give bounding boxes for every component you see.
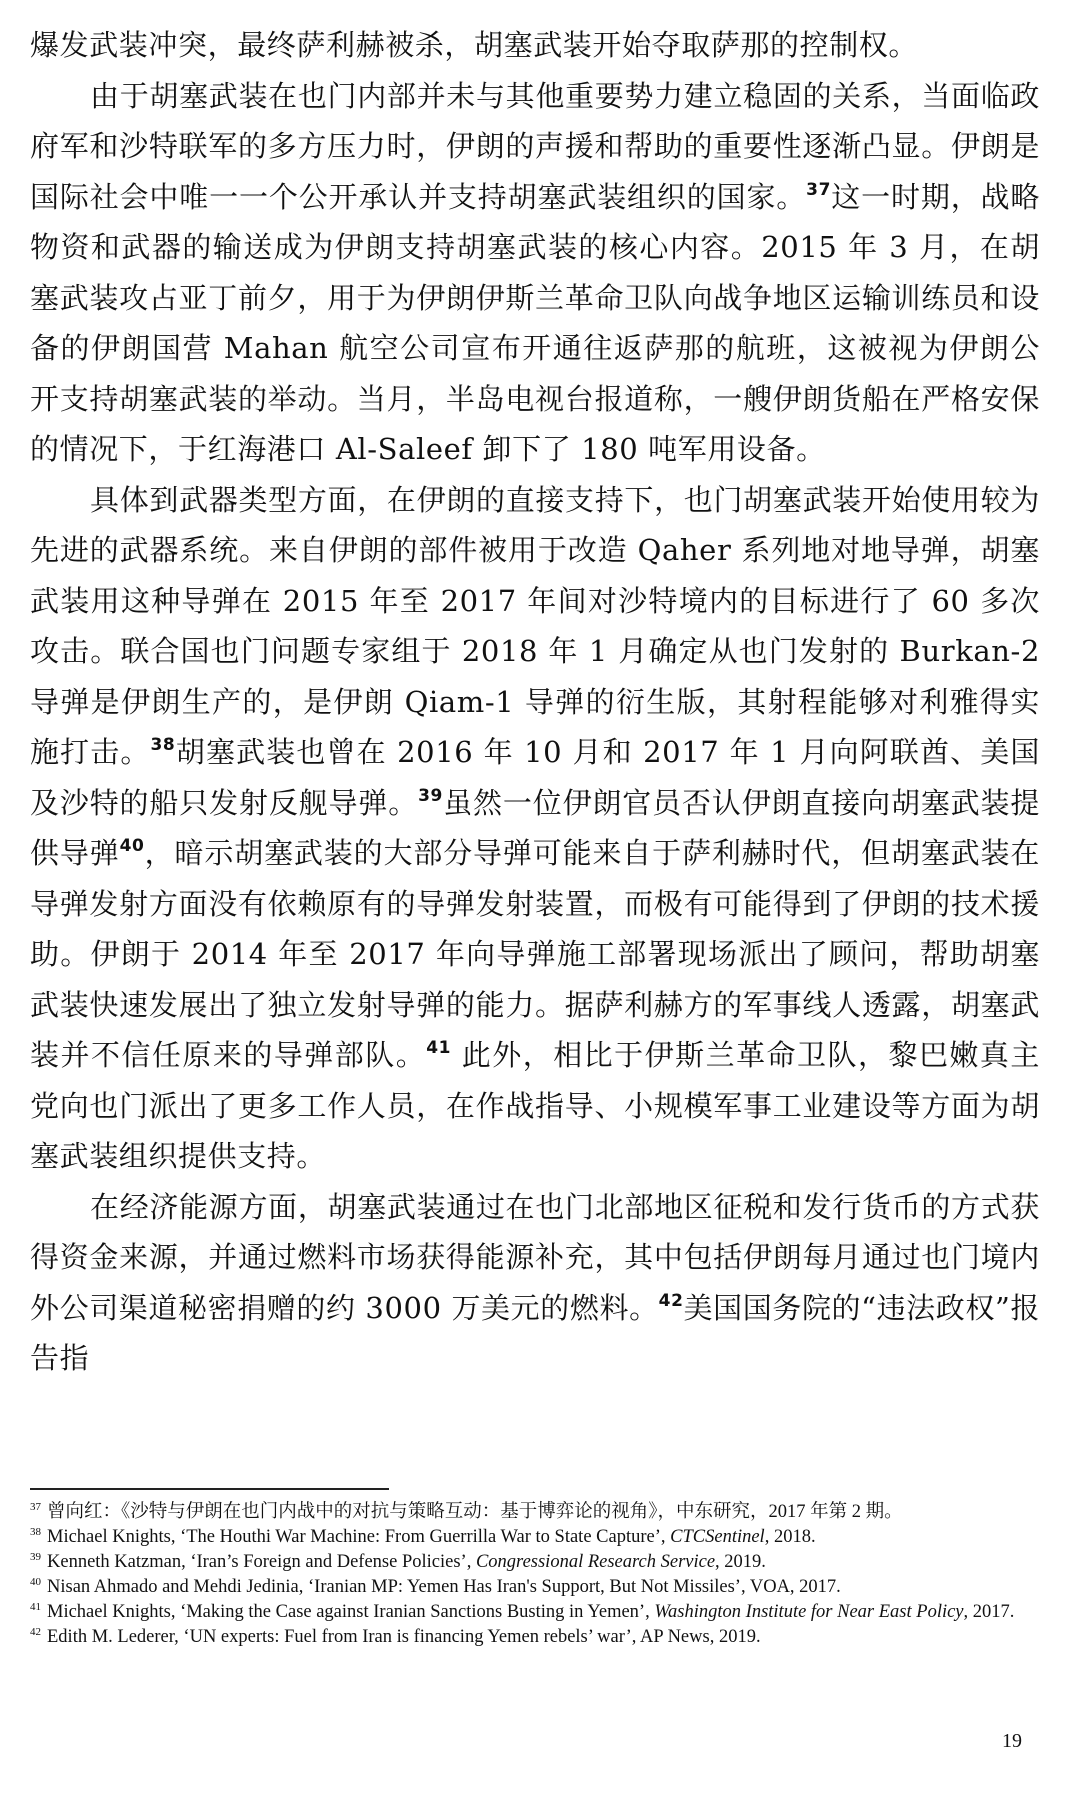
body-paragraph <box>30 1182 1040 1384</box>
text-run: Michael Knights, ‘Making the Case against Iranian Sanctions Busting in Yemen’, <box>47 1602 655 1622</box>
footnote-number: 37 <box>30 1501 41 1513</box>
body-text <box>30 20 1040 1384</box>
text-run: Michael Knights, ‘The Houthi War Machine: From Guerrilla War to State Capture’, <box>47 1527 671 1547</box>
text-run: , 2018. <box>764 1527 816 1547</box>
text-run: ，暗示胡塞武装的大部分导弹可能来自于萨利赫时代，但胡塞武装在导弹发射方面没有依赖原有的导弹发射装置，而极有可能得到了伊朗的技术援助。伊朗于 2014 年至 2017 年向导弹施工部署现场派出了顾问，帮助胡塞武装快速发展出了独立发射导弹的能力。据萨利赫方的军事线人透露，胡塞武装并不信任原来的导弹部队。 <box>30 836 1040 1072</box>
footnote <box>30 1525 1040 1550</box>
text-run: 胡塞武装也曾在 2016 年 10 月和 2017 年 1 月向阿联酋、美国及沙特的船只发射反舰导弹。 <box>30 735 1040 820</box>
footnotes <box>30 1500 1040 1650</box>
footnote-ref: 40 <box>119 836 145 856</box>
footnote-ref: 41 <box>426 1038 452 1058</box>
text-run: Edith M. Lederer, ‘UN experts: Fuel from Iran is financing Yemen rebels’ war’, AP News, 2019. <box>47 1627 761 1647</box>
text-run: 美国国务院的“违法政权”报告指 <box>30 1290 1041 1375</box>
footnote <box>30 1600 1040 1625</box>
page-number: 19 <box>1002 1730 1022 1752</box>
text-run: 此外，相比于伊斯兰革命卫队，黎巴嫩真主党向也门派出了更多工作人员，在作战指导、小规模军事工业建设等方面为胡塞武装组织提供支持。 <box>30 1038 1040 1173</box>
text-run: 虽然一位伊朗官员否认伊朗直接向胡塞武装提供导弹 <box>30 785 1040 870</box>
text-run: , 2019. <box>715 1552 766 1572</box>
citation-source: CTCSentinel <box>670 1527 765 1547</box>
text-run: , 2017. <box>963 1602 1015 1622</box>
footnote <box>30 1575 1040 1600</box>
citation-source: Washington Institute for Near East Policy <box>654 1602 964 1622</box>
text-run: 具体到武器类型方面，在伊朗的直接支持下，也门胡塞武装开始使用较为先进的武器系统。来自伊朗的部件被用于改造 Qaher 系列地对地导弹，胡塞武装用这种导弹在 2015 年至 2017 年间对沙特境内的目标进行了 60 多次攻击。联合国也门问题专家组于 2018 年 1 月确定从也门发射的 Burkan-2 导弹是伊朗生产的，是伊朗 Qiam-1 导弹的衍生版，其射程能够对利雅得实施打击。 <box>30 482 1040 769</box>
footnote <box>30 1500 1040 1525</box>
text-run: 这一时期，战略物资和武器的输送成为伊朗支持胡塞武装的核心内容。2015 年 3 月，在胡塞武装攻占亚丁前夕，用于为伊朗伊斯兰革命卫队向战争地区运输训练员和设备的伊朗国营 Mahan 航空公司宣布开通往返萨那的航班，这被视为伊朗公开支持胡塞武装的举动。当月，半岛电视台报道称，一艘伊朗货船在严格安保的情况下，于红海港口 Al-Saleef 卸下了 180 吨军用设备。 <box>30 179 1040 466</box>
footnote <box>30 1625 1040 1650</box>
footnote-ref: 37 <box>806 179 832 200</box>
footnote-number: 42 <box>30 1626 41 1638</box>
text-run: Nisan Ahmado and Mehdi Jedinia, ‘Iranian MP: Yemen Has Iran's Support, But Not Missiles’, VOA, 2017. <box>47 1577 841 1597</box>
footnote-ref: 38 <box>150 735 176 755</box>
body-paragraph <box>30 20 1040 71</box>
citation-source: Congressional Research Service <box>475 1552 716 1572</box>
body-paragraph <box>30 71 1040 475</box>
text-run: 曾向红：《沙特与伊朗在也门内战中的对抗与策略互动：基于博弈论的视角》，中东研究，2017 年第 2 期。 <box>47 1502 903 1522</box>
footnote-ref: 42 <box>658 1290 684 1311</box>
footnote-divider <box>30 1488 389 1490</box>
body-paragraph <box>30 475 1040 1182</box>
text-run: Kenneth Katzman, ‘Iran’s Foreign and Defense Policies’, <box>47 1552 476 1572</box>
text-run: 在经济能源方面，胡塞武装通过在也门北部地区征税和发行货币的方式获得资金来源，并通过燃料市场获得能源补充，其中包括伊朗每月通过也门境内外公司渠道秘密捐赠的约 3000 万美元的燃料。 <box>30 1189 1040 1325</box>
footnote-number: 38 <box>30 1526 41 1538</box>
footnote-number: 40 <box>30 1576 41 1588</box>
text-run: 由于胡塞武装在也门内部并未与其他重要势力建立稳固的关系，当面临政府军和沙特联军的多方压力时，伊朗的声援和帮助的重要性逐渐凸显。伊朗是国际社会中唯一一个公开承认并支持胡塞武装组织的国家。 <box>30 78 1040 214</box>
footnote-number: 39 <box>30 1551 41 1563</box>
footnote <box>30 1550 1040 1575</box>
footnote-number: 41 <box>30 1601 41 1613</box>
footnote-ref: 39 <box>418 785 443 806</box>
text-run: 爆发武装冲突，最终萨利赫被杀，胡塞武装开始夺取萨那的控制权。 <box>30 28 919 62</box>
